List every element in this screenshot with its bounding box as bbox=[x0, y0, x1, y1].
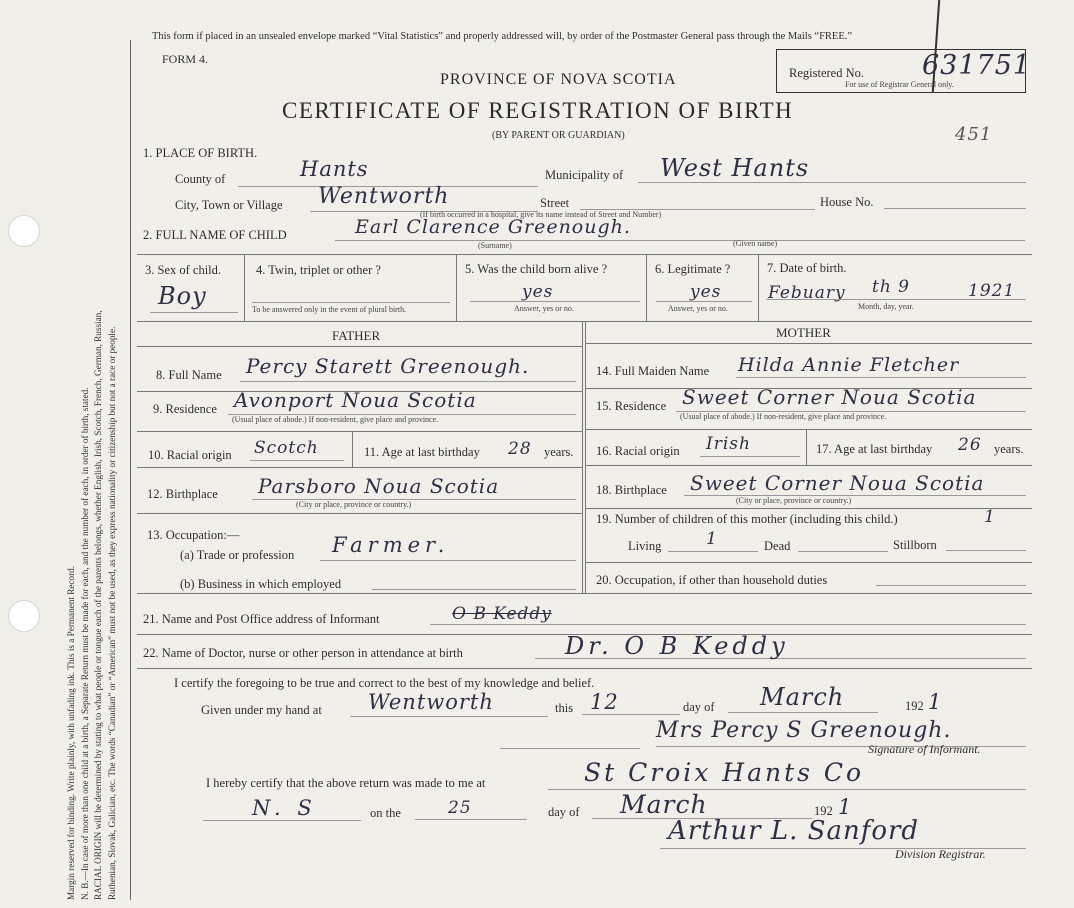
legitimate-line bbox=[656, 301, 752, 302]
hospital-note: (If birth occurred in a hospital, give its name instead of Street and Number) bbox=[420, 210, 662, 219]
mother-name-line bbox=[736, 377, 1026, 378]
sex-line bbox=[150, 312, 238, 313]
registrar-day-line bbox=[415, 819, 527, 820]
father-age-label: 11. Age at last birthday bbox=[364, 445, 480, 459]
registered-label: Registered No. bbox=[789, 66, 864, 80]
informant-line bbox=[430, 624, 1026, 625]
given-year-suffix: 1 bbox=[928, 690, 943, 714]
father-residence-note: (Usual place of abode.) If non-resident, give place and province. bbox=[232, 415, 439, 424]
mother-residence-value: Sweet Corner Noua Scotia bbox=[682, 385, 977, 409]
side-line: Ruthenian, Slovak, Galician, etc. The words “Canadian” or “American” must not be used, as they express nationality or citizenship but not a race or people. bbox=[106, 326, 117, 900]
registered-note: For use of Registrar General only. bbox=[845, 80, 954, 89]
mother-living-value: 1 bbox=[706, 529, 718, 549]
father-birthplace-label: 12. Birthplace bbox=[147, 487, 218, 501]
city-label: City, Town or Village bbox=[175, 198, 283, 212]
row-rule bbox=[137, 467, 582, 468]
father-trade-label: (a) Trade or profession bbox=[180, 548, 295, 562]
row-rule bbox=[137, 346, 582, 347]
legitimate-note: Answer, yes or no. bbox=[668, 304, 728, 313]
mother-name-label: 14. Full Maiden Name bbox=[596, 364, 710, 378]
mother-living-label: Living bbox=[628, 539, 662, 553]
registrar-year-prefix: 192 bbox=[814, 804, 833, 818]
page-subtitle: (BY PARENT OR GUARDIAN) bbox=[492, 130, 625, 141]
given-label: Given under my hand at bbox=[201, 703, 322, 717]
child-name-value: Earl Clarence Greenough. bbox=[355, 216, 631, 238]
child-name-line bbox=[335, 240, 1025, 241]
row-rule bbox=[585, 508, 1032, 509]
row-rule bbox=[585, 562, 1032, 563]
legitimate-value: yes bbox=[690, 282, 722, 302]
father-occupation-label: 13. Occupation:— bbox=[147, 528, 240, 542]
father-residence-value: Avonport Noua Scotia bbox=[234, 388, 477, 412]
row-rule bbox=[137, 431, 582, 432]
registrar-place-value: St Croix Hants Co bbox=[584, 758, 865, 787]
mother-children-value: 1 bbox=[984, 507, 996, 527]
side-line: Margin reserved for binding. Write plainly, with unfading ink. This is a Permanent Record. bbox=[66, 565, 76, 900]
father-birthplace-note: (City or place, province or country.) bbox=[296, 500, 412, 509]
mother-children-label: 19. Number of children of this mother (including this child.) bbox=[596, 512, 898, 526]
municipality-label: Municipality of bbox=[545, 168, 624, 182]
row-rule bbox=[585, 429, 1032, 430]
date-line bbox=[766, 299, 1026, 300]
mother-residence-note: (Usual place of abode.) If non-resident, give place and province. bbox=[680, 412, 887, 421]
place-of-birth-label: 1. PLACE OF BIRTH. bbox=[143, 146, 258, 160]
given-day-value: 12 bbox=[590, 690, 619, 714]
mother-residence-label: 15. Residence bbox=[596, 399, 667, 413]
row-rule bbox=[137, 668, 1032, 669]
col-rule bbox=[806, 429, 807, 465]
sex-label: 3. Sex of child. bbox=[145, 263, 222, 277]
twin-note: To be answered only in the event of plural birth. bbox=[252, 305, 407, 314]
mother-heading: MOTHER bbox=[776, 325, 831, 340]
registrar-year-suffix: 1 bbox=[838, 795, 853, 819]
page-title: CERTIFICATE OF REGISTRATION OF BIRTH bbox=[282, 98, 794, 123]
father-age-value: 28 bbox=[508, 439, 532, 459]
alive-label: 5. Was the child born alive ? bbox=[465, 262, 608, 276]
father-name-line bbox=[240, 381, 576, 382]
date-note: Month, day, year. bbox=[858, 302, 914, 311]
father-name-value: Percy Starett Greenough. bbox=[246, 354, 530, 378]
form-number: FORM 4. bbox=[162, 52, 209, 66]
margin-rule bbox=[130, 40, 131, 900]
row-rule bbox=[137, 593, 1032, 594]
mother-age-label: 17. Age at last birthday bbox=[816, 442, 933, 456]
registrar-on-label: on the bbox=[370, 806, 401, 820]
street-label: Street bbox=[540, 196, 570, 210]
province-heading: PROVINCE OF NOVA SCOTIA bbox=[440, 71, 677, 88]
city-value: Wentworth bbox=[318, 184, 450, 209]
mother-name-value: Hilda Annie Fletcher bbox=[738, 354, 960, 376]
given-month-line bbox=[728, 712, 878, 713]
stamp-number: 451 bbox=[955, 124, 993, 145]
registered-number: 631751 bbox=[922, 50, 1032, 81]
date-label: 7. Date of birth. bbox=[767, 261, 847, 275]
house-label: House No. bbox=[820, 195, 874, 209]
row-rule bbox=[137, 513, 582, 514]
side-line: RACIAL ORIGIN will be determined by stating to what people or tongue each of the parents belongs, whether English, Irish, Scotch, French, German, Russian, bbox=[93, 310, 103, 900]
date-month-value: Febuary bbox=[768, 283, 846, 303]
binding-hole bbox=[8, 215, 40, 247]
mother-stillborn-label: Stillborn bbox=[893, 538, 937, 552]
registrar-day-value: 25 bbox=[448, 798, 472, 818]
given-name-note: (Given name) bbox=[733, 239, 778, 248]
father-business-line bbox=[372, 589, 576, 590]
surname-note: (Surname) bbox=[478, 241, 512, 250]
alive-line bbox=[470, 301, 640, 302]
informant-signature-label: Signature of Informant. bbox=[868, 742, 981, 756]
row-rule bbox=[137, 254, 1032, 255]
certify-statement: I certify the foregoing to be true and correct to the best of my knowledge and belief. bbox=[174, 676, 595, 690]
mother-racial-line bbox=[700, 456, 800, 457]
col-divider bbox=[582, 321, 583, 593]
father-racial-value: Scotch bbox=[254, 438, 319, 458]
given-month-value: March bbox=[760, 683, 845, 711]
mother-dead-line bbox=[798, 551, 888, 552]
mother-birthplace-label: 18. Birthplace bbox=[596, 483, 667, 497]
child-name-label: 2. FULL NAME OF CHILD bbox=[143, 228, 287, 242]
date-day-value: th 9 bbox=[872, 277, 910, 297]
side-instructions bbox=[65, 20, 119, 900]
col-rule bbox=[646, 254, 647, 321]
informant-signature: Mrs Percy S Greenough. bbox=[656, 718, 952, 743]
father-residence-label: 9. Residence bbox=[153, 402, 217, 416]
mother-dead-label: Dead bbox=[764, 539, 791, 553]
registrar-signature-label: Division Registrar. bbox=[895, 847, 986, 861]
twin-line bbox=[252, 302, 450, 303]
given-place-value: Wentworth bbox=[368, 690, 494, 714]
mother-racial-value: Irish bbox=[706, 434, 751, 454]
date-year-value: 1921 bbox=[968, 281, 1016, 301]
mother-birthplace-value: Sweet Corner Noua Scotia bbox=[690, 471, 985, 495]
side-line: N. B.—In case of more than one child at a birth, a Separate Return must be made for each, and the number of each, in order of birth, stated. bbox=[79, 387, 90, 900]
mother-years: years. bbox=[994, 442, 1024, 456]
registrar-signature: Arthur L. Sanford bbox=[668, 816, 920, 846]
municipality-line bbox=[638, 182, 1026, 183]
informant-label: 21. Name and Post Office address of Informant bbox=[143, 612, 380, 626]
given-day-line bbox=[582, 714, 680, 715]
doctor-value: Dr. O B Keddy bbox=[565, 632, 789, 660]
father-business-label: (b) Business in which employed bbox=[180, 577, 342, 591]
mother-racial-label: 16. Racial origin bbox=[596, 444, 680, 458]
house-line bbox=[884, 208, 1026, 209]
registrar-province-line bbox=[203, 820, 361, 821]
mother-occupation-line bbox=[876, 585, 1026, 586]
col-rule bbox=[244, 254, 245, 321]
col-rule bbox=[456, 254, 457, 321]
registrar-month-value: March bbox=[620, 790, 708, 819]
mother-living-line bbox=[668, 551, 758, 552]
county-value: Hants bbox=[300, 157, 369, 181]
mother-age-value: 26 bbox=[958, 435, 982, 455]
father-trade-value: Farmer. bbox=[332, 533, 450, 557]
registrar-dayof-label: day of bbox=[548, 805, 580, 819]
given-year-prefix: 192 bbox=[905, 699, 924, 713]
sex-value: Boy bbox=[158, 282, 207, 310]
county-label: County of bbox=[175, 172, 226, 186]
binding-hole bbox=[8, 600, 40, 632]
mother-occupation-label: 20. Occupation, if other than household duties bbox=[596, 573, 828, 587]
informant-value: O B Keddy bbox=[452, 604, 552, 624]
row-rule bbox=[585, 343, 1032, 344]
col-rule bbox=[352, 431, 353, 467]
father-heading: FATHER bbox=[332, 328, 381, 343]
doctor-label: 22. Name of Doctor, nurse or other person in attendance at birth bbox=[143, 646, 463, 660]
father-years: years. bbox=[544, 445, 574, 459]
alive-value: yes bbox=[522, 282, 554, 302]
municipality-value: West Hants bbox=[660, 154, 810, 182]
given-dayof-label: day of bbox=[683, 700, 715, 714]
col-divider bbox=[585, 321, 586, 593]
row-rule bbox=[585, 465, 1032, 466]
father-racial-line bbox=[250, 460, 344, 461]
mother-birthplace-note: (City or place, province or country.) bbox=[736, 496, 852, 505]
registrar-province-value: N. S bbox=[252, 796, 317, 820]
mother-stillborn-line bbox=[946, 550, 1026, 551]
col-rule bbox=[758, 254, 759, 321]
father-name-label: 8. Full Name bbox=[156, 368, 222, 382]
mark-line bbox=[500, 748, 640, 749]
postal-notice: This form if placed in an unsealed envelope marked “Vital Statistics” and properly addressed will, by order of the Postmaster General pass through the Mails “FREE.” bbox=[152, 31, 853, 42]
registrar-statement: I hereby certify that the above return was made to me at bbox=[206, 776, 486, 790]
father-racial-label: 10. Racial origin bbox=[148, 448, 232, 462]
twin-label: 4. Twin, triplet or other ? bbox=[256, 263, 381, 277]
alive-note: Answer, yes or no. bbox=[514, 304, 574, 313]
given-this-label: this bbox=[555, 701, 574, 715]
father-birthplace-value: Parsboro Noua Scotia bbox=[258, 474, 500, 498]
given-place-line bbox=[350, 716, 548, 717]
father-trade-line bbox=[320, 560, 576, 561]
legitimate-label: 6. Legitimate ? bbox=[655, 262, 731, 276]
